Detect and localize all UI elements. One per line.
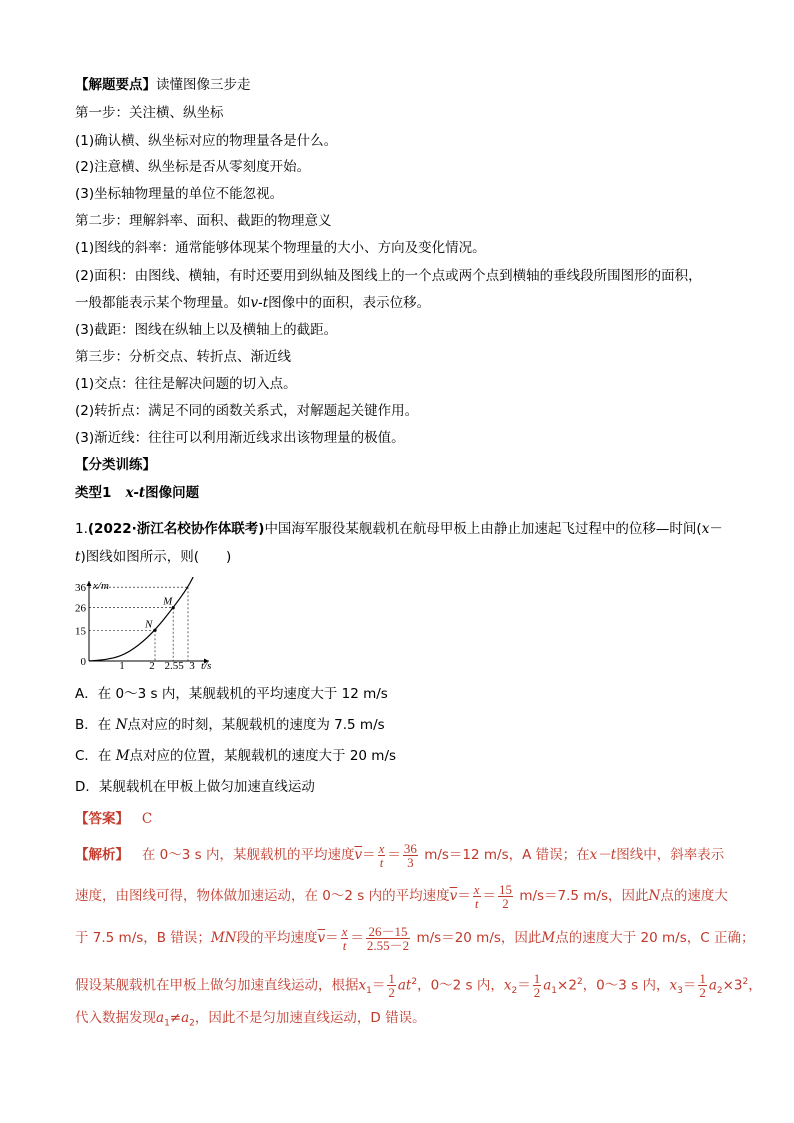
- step2-item-1: (1)图线的斜率：通常能够体现某个物理量的大小、方向及变化情况。: [75, 240, 486, 256]
- step2-title: 第二步：理解斜率、面积、截距的物理意义: [75, 213, 332, 229]
- step1-title: 第一步：关注横、纵坐标: [75, 105, 224, 121]
- step3-item-1: (1)交点：往往是解决问题的切入点。: [75, 376, 297, 392]
- y-tick-label: 0: [80, 656, 86, 668]
- step2-item-2b: 一般都能表示某个物理量。如v-t图像中的面积，表示位移。: [75, 295, 431, 311]
- step1-item-1: (1)确认横、纵坐标对应的物理量各是什么。: [75, 133, 338, 149]
- step3-title: 第三步：分析交点、转折点、渐近线: [75, 349, 291, 365]
- question-stem-cont: t)图线如图所示，则( ): [75, 549, 232, 565]
- step2-item-3: (3)截距：图线在纵轴上以及横轴上的截距。: [75, 322, 338, 338]
- analysis-line-5: 代入数据发现$a_1\ne a_2$，因此不是匀加速直线运动，D 错误。: [75, 1010, 426, 1029]
- y-tick-label: 26: [75, 602, 86, 615]
- key-points-heading: [75, 75, 251, 95]
- question-stem: 1.(2022·浙江名校协作体联考)中国海军服役某舰载机在航母甲板上由静止加速起飞过程中的位移—时间(x－: [75, 521, 723, 537]
- heading-text: 读懂图像三步走: [156, 77, 251, 93]
- step3-item-3: (3)渐近线：往往可以利用渐近线求出该物理量的极值。: [75, 430, 405, 446]
- option-c: C．在 M点对应的位置，某舰载机的速度大于 20 m/s: [75, 748, 397, 764]
- point-N: [153, 629, 156, 632]
- x-tick-label: 3: [189, 660, 195, 671]
- type-heading: 类型1 x-t图像问题: [75, 485, 200, 501]
- analysis-line-2: 速度，由图线可得，物体做加速运动，在 0～2 s 内的平均速度$\overline{v}=$ $\frac{x}{t}$ ＝ $\frac{15}{2}$ m/s＝7.5 m/s，因此N点的速度大: [75, 881, 728, 911]
- option-d: D．某舰载机在甲板上做匀加速直线运动: [75, 779, 315, 795]
- answer-value: C: [141, 811, 153, 827]
- x-tick-label: 2: [149, 660, 155, 671]
- training-heading: 【分类训练】: [75, 457, 156, 473]
- option-b: B．在 N点对应的时刻，某舰载机的速度为 7.5 m/s: [75, 717, 385, 733]
- x-axis-label: t/s: [201, 660, 212, 671]
- step3-item-2: (2)转折点：满足不同的函数关系式，对解题起关键作用。: [75, 403, 419, 419]
- step1-item-3: (3)坐标轴物理量的单位不能忽视。: [75, 186, 284, 202]
- y-tick-label: 36: [75, 582, 86, 595]
- y-axis-label: x/m: [93, 580, 109, 592]
- x-tick-label: 1: [119, 660, 125, 671]
- analysis-line-3: 于 7.5 m/s，B 错误；MN段的平均速度$\overline{v}=$ $\frac{x}{t}$ ＝ $\frac{26-15}{2.55-2}$ m/s＝20 m/s，因此M点的速度大于 20 m/s，C 正确；: [75, 923, 755, 953]
- xt-graph: [75, 577, 225, 671]
- y-axis-arrow: [87, 581, 92, 586]
- point-label-N: N: [145, 618, 153, 631]
- point-label-M: M: [163, 595, 173, 608]
- step1-item-2: (2)注意横、纵坐标是否从零刻度开始。: [75, 159, 311, 175]
- answer-row: 【答案】 C: [75, 811, 153, 827]
- option-a: A．在 0～3 s 内，某舰载机的平均速度大于 12 m/s: [75, 686, 388, 702]
- x-tick-label: 2.55: [164, 660, 184, 671]
- analysis-line-1: 【解析】 在 0～3 s 内，某舰载机的平均速度$\overline{v}=$ $\frac{x}{t}$ ＝ $\frac{36}{3}$ m/s＝12 m/s，A 错误；在x－t图线中，斜率表示: [75, 840, 725, 870]
- analysis-line-4: 假设某舰载机在甲板上做匀加速直线运动，根据$x_1=$ $\frac{1}{2}$ $at^2$，0～2 s 内，$x_2=$ $\frac{1}{2}$ $a_1\times 2^2$，0～3 s 内，$x_3=$ $\frac{1}{2}$ $a_2\times 3^2$，: [75, 971, 762, 1000]
- step2-item-2a: (2)面积：由图线、横轴，有时还要用到纵轴及图线上的一个点或两个点到横轴的垂线段所围图形的面积，: [75, 268, 702, 284]
- y-tick-label: 15: [75, 625, 86, 638]
- heading-tag: 【解题要点】: [75, 77, 156, 93]
